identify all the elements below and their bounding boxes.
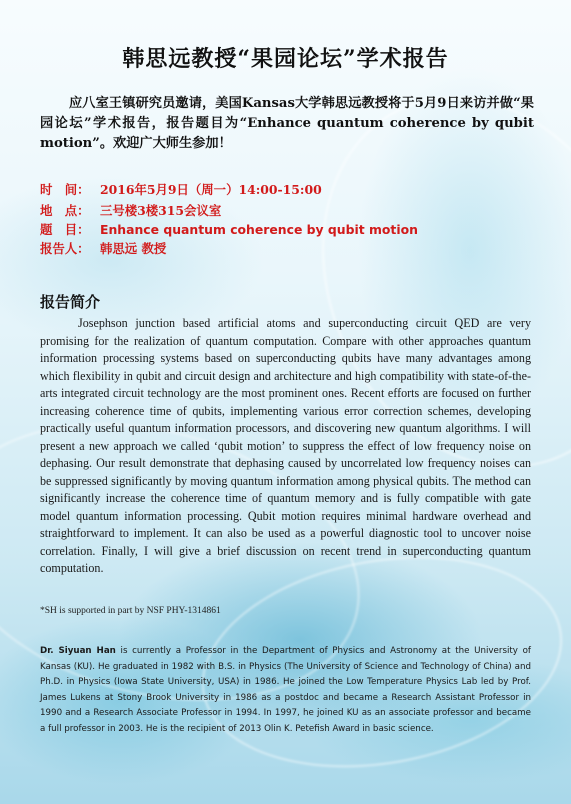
- abstract-heading: 报告简介: [40, 293, 101, 311]
- topic-value: Enhance quantum coherence by qubit motion: [100, 222, 418, 237]
- location-value: 三号楼3楼315会议室: [100, 203, 222, 218]
- location-row: [40, 201, 540, 219]
- intro-paragraph: 应八室王镇研究员邀请，美国Kansas大学韩思远教授将于5月9日来访并做“果园论坛”学术报告，报告题目为“Enhance quantum coherence by qubit motion”。欢迎广大师生参加！: [40, 96, 534, 151]
- speaker-bio: [40, 644, 531, 737]
- time-row: [40, 180, 540, 198]
- bio-text: is currently a Professor in the Department of Physics and Astronomy at the University of Kansas (KU). He graduated in 1982 with B.S. in Physics (The University of Science and Technology of China) and Ph.D. in Physics (Iowa State University, USA) in 1986. He joined the Low Temperature Physics Lab led by Prof. James Lukens at Stony Brook University in 1986 as a postdoc and became a Research Assistant Professor in 1990 and a Research Associate Professor in 1994. In 1997, he joined KU as an associate professor and became a full professor in 2003. He is the recipient of 2013 Olin K. Petefish Award in basic science.: [40, 646, 531, 734]
- topic-row: [40, 220, 540, 238]
- speaker-label: 报告人：: [40, 241, 90, 256]
- abstract-text: Josephson junction based artificial atoms and superconducting circuit QED are very promising for the realization of quantum computation. Compare with other approaches quantum information processing systems based on superconducting qubits have many advantages among which flexibility in qubit and circuit design and architecture and high compatibility with state-of-the-arts integrated circuit technology are the most prominent ones. Recent efforts are focused on further increasing coherence time of qubits, implementing various error correction schemes, developing practically useful quantum information processors, and discovering new quantum algorithms. I will present a new approach we called ‘qubit motion’ to suppress the effect of low frequency noise on dephasing. Our result demonstrate that dephasing caused by uncorrelated low frequency noises can be suppressed significantly by moving quantum information among physical qubits. The method can significantly increase the coherence time of quantum memory and is fully compatible with gate model quantum information processing. Qubit motion requires minimal hardware overhead and straightforward to implement. It can also be used as a powerful diagnostic tool to uncover noise correlation. Finally, I will give a brief discussion on recent trend in superconducting quantum computation.: [40, 316, 531, 575]
- location-label: 地 点：: [40, 203, 90, 218]
- time-value: 2016年5月9日（周一）14:00-15:00: [100, 182, 322, 197]
- topic-label: 题 目：: [40, 222, 90, 237]
- funding-footnote: *SH is supported in part by NSF PHY-1314861: [40, 606, 221, 616]
- poster-title: 韩思远教授“果园论坛”学术报告: [122, 46, 449, 72]
- bio-name: Dr. Siyuan Han: [40, 646, 116, 656]
- speaker-row: [40, 239, 540, 257]
- time-label: 时 间：: [40, 182, 90, 197]
- speaker-value: 韩思远 教授: [100, 241, 167, 256]
